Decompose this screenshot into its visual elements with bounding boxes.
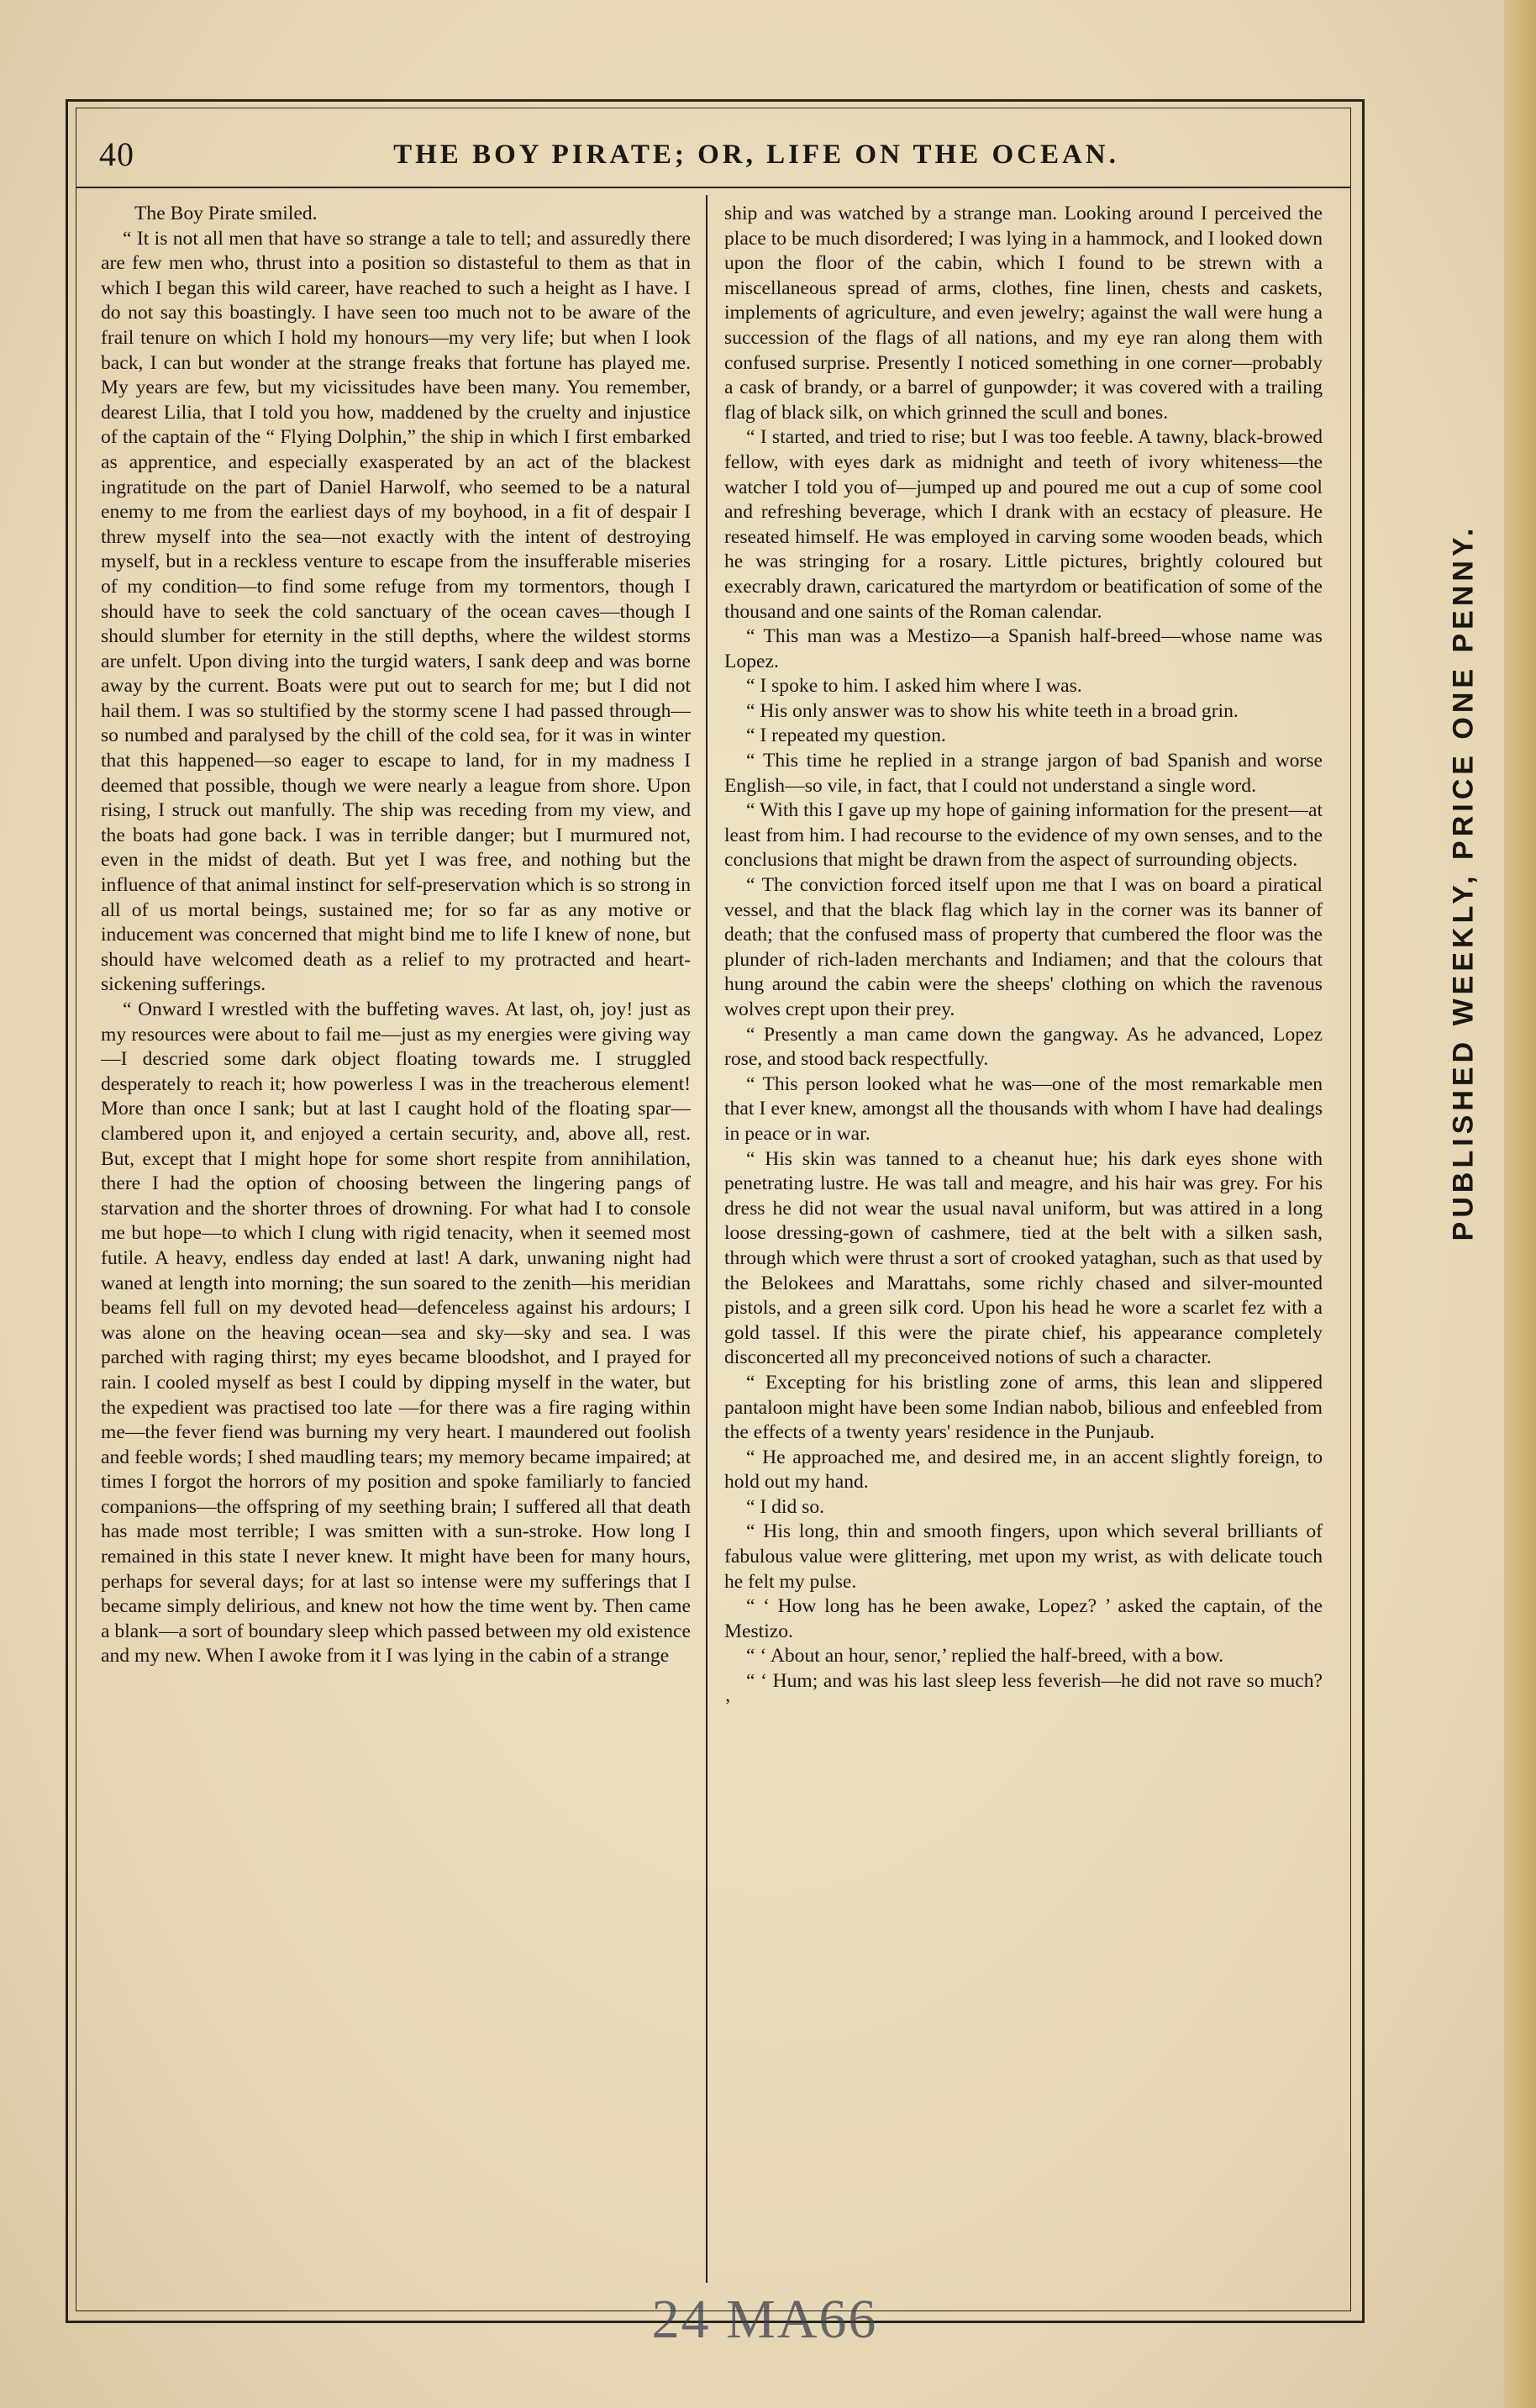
publication-notice: PUBLISHED WEEKLY, PRICE ONE PENNY. [1447, 524, 1480, 1241]
paragraph: “ With this I gave up my hope of gaining information for the present—at least from him. I had recourse to the evidence of my own senses, and to the conclusions that might be drawn from the aspect of surrounding objects. [724, 799, 1323, 872]
paragraph: “ The conviction forced itself upon me that I was on board a piratical vessel, and that the black flag which lay in the corner was its banner of death; that the confused mass of property that cumbered the floor was the plunder of rich-laden merchants and Indiamen; and that the colours that hung around the cabin were the sheeps' clothing on which the ravenous wolves crept upon their prey. [724, 874, 1323, 1020]
paragraph: “ Excepting for his bristling zone of arms, this lean and slippered pantaloon might have been some Indian nabob, bilious and enfeebled from the effects of a twenty years' residence in the Punjaub. [724, 1371, 1323, 1444]
paragraph: “ I did so. [746, 1495, 825, 1518]
paragraph: “ He approached me, and desired me, in an accent slightly foreign, to hold out my hand. [724, 1446, 1323, 1494]
paragraph: “ His long, thin and smooth fingers, upon which several brilliants of fabulous value were glittering, met upon my wrist, as with delicate touch he felt my pulse. [724, 1520, 1323, 1593]
paragraph: “ ‘ Hum; and was his last sleep less feverish—he did not rave so much? ’ [724, 1670, 1323, 1717]
paragraph: “ Presently a man came down the gangway. As he advanced, Lopez rose, and stood back respectfully. [724, 1023, 1323, 1071]
text-column-right [724, 202, 1323, 2278]
paragraph: “ This man was a Mestizo—a Spanish half-breed—whose name was Lopez. [724, 625, 1323, 672]
paragraph: ship and was watched by a strange man. Looking around I perceived the place to be much disordered; I was lying in a hammock, and I looked down upon the floor of the cabin, which I found to be strewn with a miscellaneous spread of arms, clothes, fine linen, chests and caskets, implements of agriculture, and even jewelry; against the wall were hung a succession of the flags of all nations, and my eye ran along them with confused surprise. Presently I noticed something in one corner—probably a cask of brandy, or a barrel of gunpowder; it was covered with a trailing flag of black silk, on which grinned the scull and bones. [724, 203, 1323, 424]
text-column-left [101, 202, 691, 2278]
paragraph: “ It is not all men that have so strange a tale to tell; and assuredly there are few men who, thrust into a position so distasteful to them as that in which I began this wild career, have reached to such a height as I have. I do not say this boastingly. I have seen too much not to be aware of the frail tenure on which I hold my honours—my very life; but when I look back, I can but wonder at the strange freaks that fortune has played me. My years are few, but my vicissitudes have been many. You remember, dearest Lilia, that I told you how, maddened by the cruelty and injustice of the captain of the “ Flying Dolphin,” the ship in which I first embarked as apprentice, and especially exasperated by an act of the blackest ingratitude on the part of Daniel Harwolf, who seemed to be a natural enemy to me from the earliest days of my boyhood, in a fit of despair I threw myself into the sea—not exactly with the intent of destroying myself, but in a reckless venture to escape from the insufferable miseries of my condition—to find some refuge from my tormentors, though I should have to seek the cold sanctuary of the ocean caves—though I should slumber for eternity in the still depths, where the wildest storms are unfelt. Upon diving into the turgid waters, I sank deep and was borne away by the current. Boats were put out to search for me; but I did not hail them. I was so stultified by the stormy scene I had passed through—so numbed and paralysed by the chill of the cold sea, for it was in winter that this happened—so eager to escape to land, for in my madness I deemed that possible, though we were nearly a league from shore. Upon rising, I struck out manfully. The ship was receding from my view, and the boats had gone back. I was in terrible danger; but I murmured not, even in the midst of death. But yet I was free, and nothing but the influence of that animal instinct for self-preservation which is so strong in all of us mortal beings, sustained me; for so far as any motive or inducement was concerned that might bind me to life I knew of none, but should have welcomed death as a relief to my protracted and heart-sickening sufferings. [101, 227, 691, 996]
paragraph: “ I started, and tried to rise; but I was too feeble. A tawny, black-browed fellow, with eyes dark as midnight and teeth of ivory whiteness—the watcher I told you of—jumped up and poured me out a cup of some cool and refreshing beverage, which I drank with an ecstacy of pleasure. He reseated himself. He was employed in carving some wooden beads, which he was stringing for a rosary. Little pictures, brightly coloured but execrably drawn, caricatured the martyrdom or beatification of some of the thousand and one saints of the Roman calendar. [724, 426, 1323, 623]
paragraph: “ Onward I wrestled with the buffeting waves. At last, oh, joy! just as my resources were about to fail me—just as my energies were giving way—I descried some dark object floating towards me. I struggled desperately to reach it; how powerless I was in the treacherous element! More than once I sank; but at last I caught hold of the floating spar—clambered upon it, and enjoyed a certain security, and, above all, rest. But, except that I might hope for some short respite from annihilation, there I had the option of choosing between the lingering pangs of starvation and the shorter throes of drowning. For what had I to console me but hope—to which I clung with rigid tenacity, when it seemed most futile. A heavy, endless day ended at last! A dark, unwaning night had waned at length into morning; the sun soared to the zenith—his meridian beams fell full on my devoted head—defenceless against his ardours; I was alone on the heaving ocean—sea and sky—sky and sea. I was parched with raging thirst; my eyes became bloodshot, and I prayed for rain. I cooled myself as best I could by dipping myself in the water, but the expedient was practised too late —for there was a fire raging within me—the fever fiend was burning my very heart. I maundered out foolish and feeble words; I shed maudling tears; my memory became impaired; at times I forgot the horrors of my position and spoke familiarly to fancied companions—the offspring of my seething brain; I suffered all that death has made most terrible; I was smitten with a sun-stroke. How long I remained in this state I never knew. It might have been for many hours, perhaps for several days; for at last so intense were my sufferings that I became simply delirious, and knew not how the time went by. Then came a blank—a sort of boundary sleep which passed between my old existence and my new. When I awoke from it I was lying in the cabin of a strange [101, 999, 691, 1668]
paragraph: “ This time he replied in a strange jargon of bad Spanish and worse English—so vile, in fact, that I could not understand a single word. [724, 750, 1323, 797]
header-rule [76, 187, 1351, 188]
date-stamp: 24 MA66 [651, 2289, 878, 2350]
paragraph: “ ‘ How long has he been awake, Lopez? ’ asked the captain, of the Mestizo. [724, 1595, 1323, 1642]
paragraph: “ His skin was tanned to a cheanut hue; his dark eyes shone with penetrating lustre. He was tall and meagre, and his hair was grey. For his dress he did not wear the usual naval uniform, but was attired in a long loose dressing-gown of cashmere, tied at the belt with a silken sash, through which were thrust a sort of crooked yataghan, such as that used by the Belokees and Marattahs, some richly chased and silver-mounted pistols, and a green silk cord. Upon his head he wore a scarlet fez with a gold tassel. If this were the pirate chief, his appearance completely disconcerted all my preconceived notions of such a character. [724, 1147, 1323, 1369]
paragraph: “ ‘ About an hour, senor,’ replied the half-breed, with a bow. [746, 1645, 1224, 1668]
paragraph: “ This person looked what he was—one of the most remarkable men that I ever knew, amongst all the thousands with whom I have had dealings in peace or in war. [724, 1072, 1323, 1145]
page-number: 40 [99, 135, 134, 173]
paragraph: “ I spoke to him. I asked him where I was. [746, 675, 1082, 698]
running-title: THE BOY PIRATE; OR, LIFE ON THE OCEAN. [393, 140, 1119, 170]
column-divider [706, 195, 708, 2283]
paragraph: “ I repeated my question. [746, 725, 946, 747]
paragraph: “ His only answer was to show his white teeth in a broad grin. [746, 699, 1239, 722]
paragraph: The Boy Pirate smiled. [134, 203, 318, 224]
page-edge [1504, 0, 1536, 2408]
